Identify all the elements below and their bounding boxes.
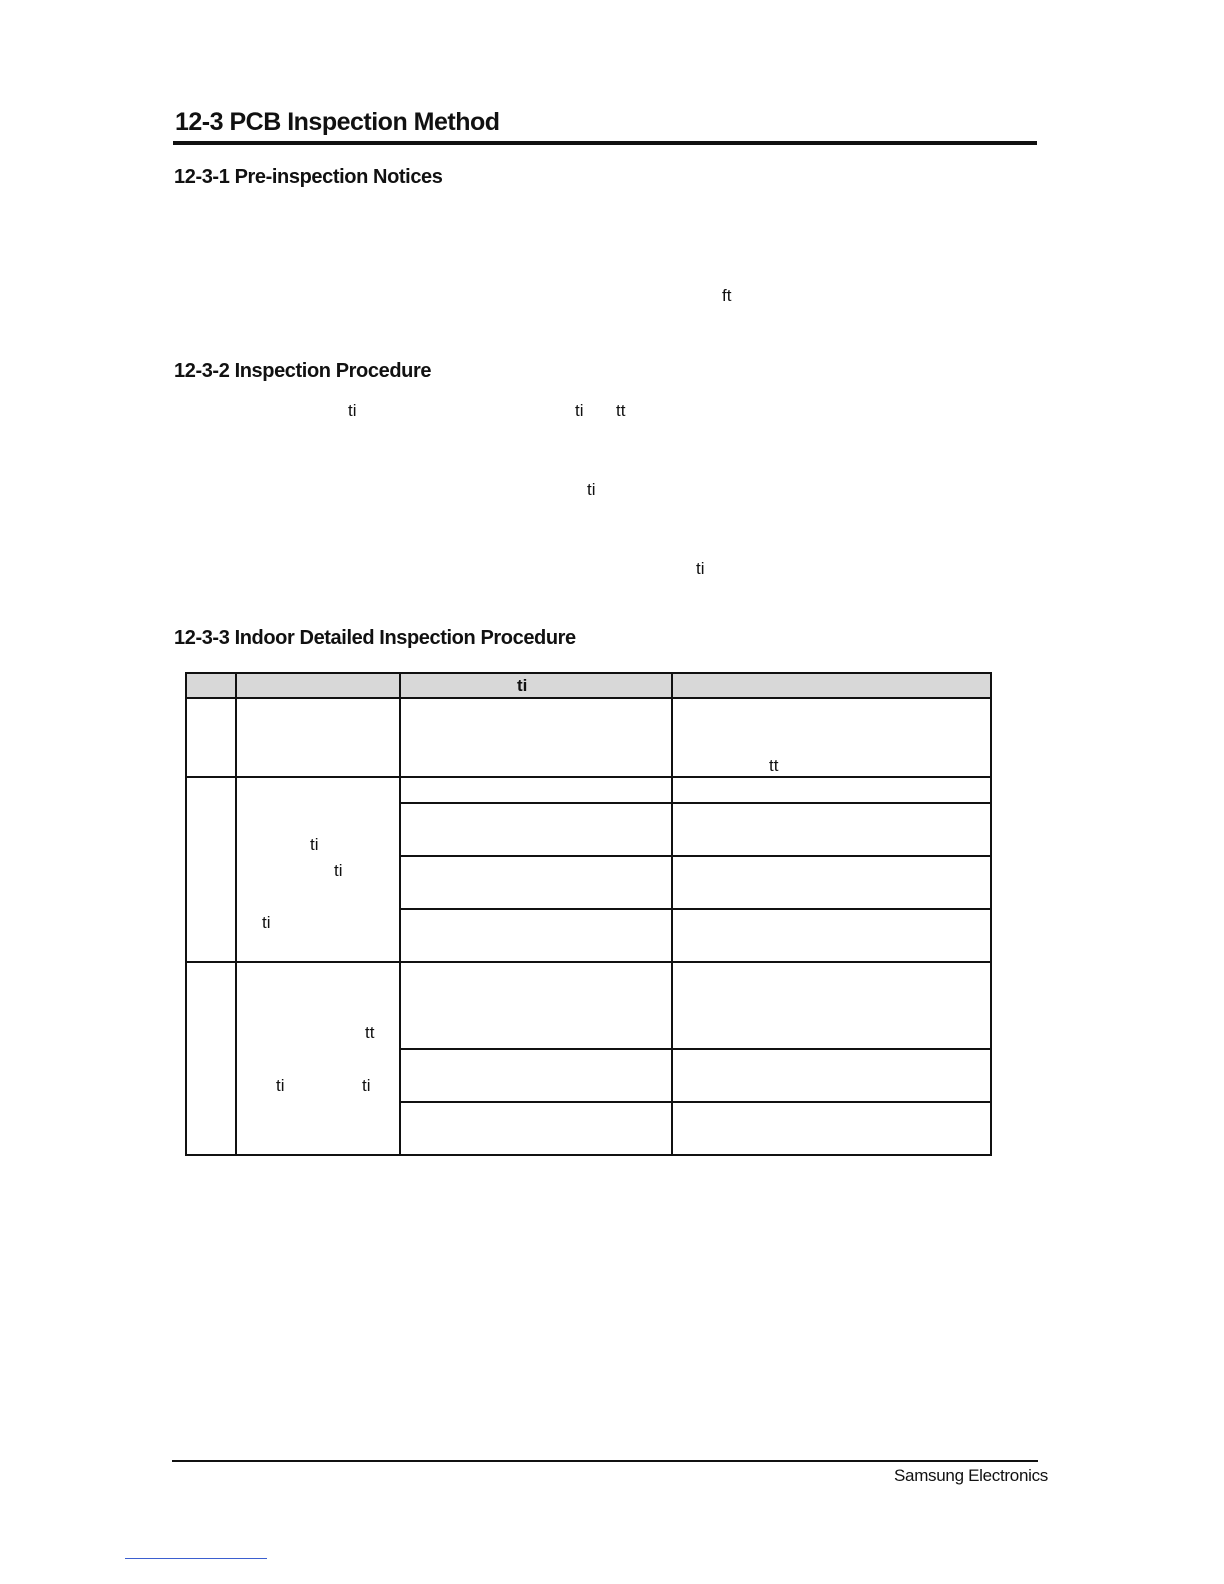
table-rule bbox=[671, 672, 673, 1156]
table-cell-fragment: ti bbox=[276, 1076, 285, 1095]
text-fragment: ti bbox=[587, 480, 596, 499]
table-rule bbox=[400, 1048, 992, 1050]
table-cell-fragment: tt bbox=[365, 1023, 375, 1042]
table-header-row bbox=[185, 672, 992, 698]
table-rule bbox=[185, 776, 992, 778]
table-rule bbox=[185, 672, 992, 674]
table-cell-fragment: ti bbox=[262, 913, 271, 932]
footer-rule bbox=[172, 1460, 1038, 1462]
link-underline bbox=[125, 1558, 267, 1559]
section-heading-inspection-procedure: 12-3-2 Inspection Procedure bbox=[174, 360, 432, 382]
table-rule bbox=[990, 672, 992, 1156]
table-rule bbox=[400, 1101, 992, 1103]
table-header-cell: ti bbox=[517, 676, 528, 695]
table-cell-fragment: ti bbox=[362, 1076, 371, 1095]
text-fragment: ti bbox=[696, 559, 705, 578]
table-rule bbox=[400, 855, 992, 857]
table-rule bbox=[400, 802, 992, 804]
table-rule bbox=[185, 1154, 992, 1156]
page-title: 12-3 PCB Inspection Method bbox=[175, 108, 500, 136]
table-cell-fragment: ti bbox=[310, 835, 319, 854]
table-rule bbox=[400, 908, 992, 910]
text-fragment: ti bbox=[575, 401, 584, 420]
text-fragment: ft bbox=[722, 286, 732, 305]
table-rule bbox=[235, 672, 237, 1156]
section-heading-indoor-detailed: 12-3-3 Indoor Detailed Inspection Procedure bbox=[174, 627, 576, 649]
table-cell-fragment: ti bbox=[334, 861, 343, 880]
inspection-table bbox=[185, 672, 992, 1156]
title-rule bbox=[173, 141, 1037, 145]
text-fragment: ti bbox=[348, 401, 357, 420]
table-rule bbox=[185, 672, 187, 1156]
footer-company: Samsung Electronics bbox=[894, 1466, 1048, 1485]
table-cell-fragment: tt bbox=[769, 756, 779, 775]
table-rule bbox=[185, 697, 992, 699]
table-rule bbox=[399, 672, 401, 1156]
text-fragment: tt bbox=[616, 401, 626, 420]
section-heading-pre-inspection: 12-3-1 Pre-inspection Notices bbox=[174, 166, 443, 188]
table-rule bbox=[185, 961, 992, 963]
